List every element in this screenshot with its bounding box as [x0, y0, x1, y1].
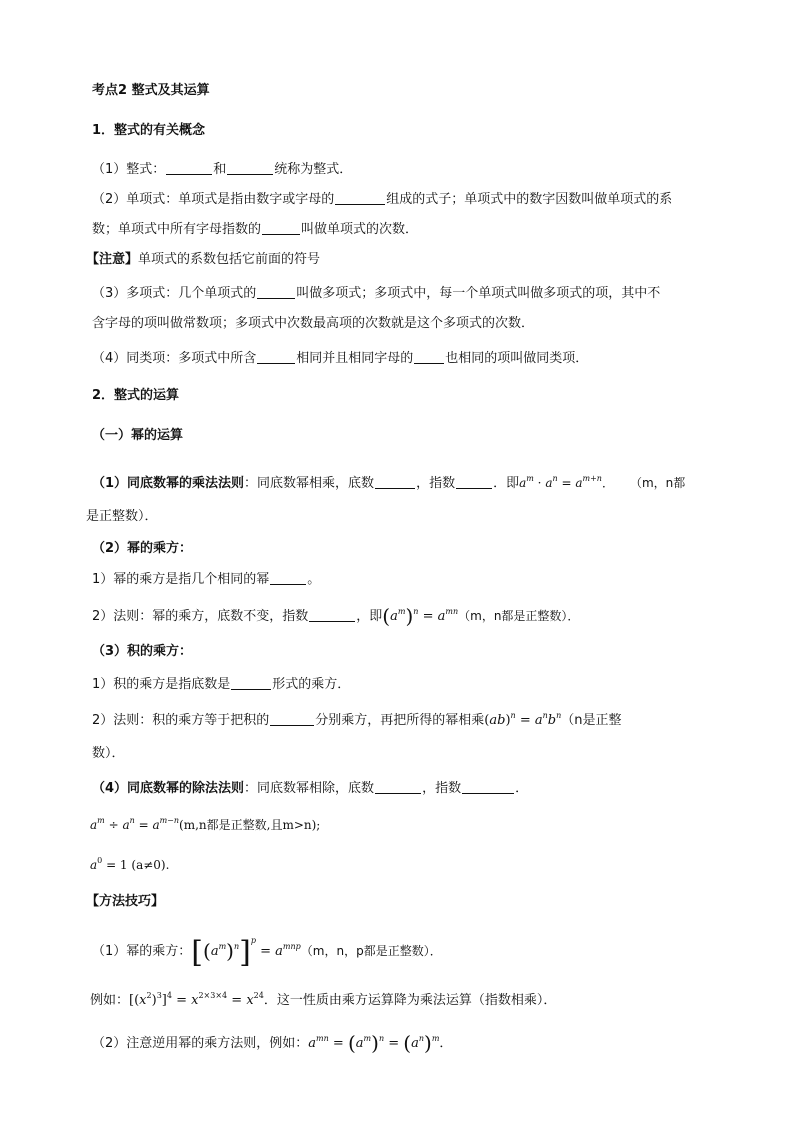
- note-label: 【注意】: [86, 252, 139, 267]
- tips-heading: 【方法技巧】: [86, 894, 165, 909]
- text: 例如：: [90, 993, 130, 1008]
- text: 相同并且相同字母的: [296, 351, 414, 366]
- line-power-of-product-law: [92, 712, 622, 730]
- line-monomial-degree: [92, 221, 418, 239]
- text: （n是正整: [561, 713, 622, 728]
- text: 叫做多项式；多项式中，每一个单项式叫做多项式的项，其中不: [296, 286, 661, 301]
- section-1-heading: 1．整式的有关概念: [92, 123, 206, 138]
- example-line: [90, 992, 556, 1010]
- line-power-of-power-def: [92, 571, 320, 589]
- fill-blank: [262, 221, 300, 235]
- text: (m,n都是正整数,且m>n);: [179, 818, 321, 832]
- zero-exponent-formula: $a^0 = 1$ (a≠0).: [90, 856, 170, 872]
- text: ，指数: [422, 781, 462, 796]
- text: 形式的乘方．: [272, 677, 351, 692]
- line-integral-expression: [92, 161, 352, 179]
- text: （1）整式：: [92, 162, 166, 177]
- line-cont: 数）．: [92, 746, 125, 761]
- line-polynomial-cont: 含字母的项叫做常数项；多项式中次数最高项的次数就是这个多项式的次数．: [92, 316, 535, 331]
- text: 数；单项式中所有字母指数的: [92, 222, 262, 237]
- text: 1）幂的乘方是指几个相同的幂: [92, 572, 270, 587]
- text: 2）法则：积的乘方等于把积的: [92, 713, 270, 728]
- formula: $a^{mn} = (a^m)^n = (a^n)^m$: [308, 1031, 440, 1055]
- text: 统称为整式．: [274, 162, 353, 177]
- formula: $a^m \cdot a^n = a^{m+n}$．: [519, 474, 614, 490]
- text: （4）同类项：多项式中所含: [92, 351, 257, 366]
- text: ：同底数幂相除，底数: [244, 781, 375, 796]
- rule-same-base-division: [92, 780, 528, 798]
- rule-power-of-product-label: （3）积的乘方：: [92, 644, 193, 659]
- fill-blank: [270, 712, 314, 726]
- fill-blank: [166, 161, 212, 175]
- formula: $[(x^2)^3]^4 = x^{2\times 3\times 4} = x^{24}$: [129, 991, 264, 1008]
- formula: $(ab)^n = a^nb^n$: [484, 711, 562, 728]
- text: 叫做单项式的次数．: [301, 222, 419, 237]
- subsection-power-operations: （一）幂的运算: [92, 428, 184, 443]
- text: ，指数: [416, 476, 456, 491]
- text: 。: [307, 572, 321, 587]
- fill-blank: [227, 161, 273, 175]
- text: 也相同的项叫做同类项．: [445, 351, 589, 366]
- text: （2）注意逆用幂的乘方法则，例如：: [92, 1036, 309, 1051]
- tip-reverse-power-law: [92, 1031, 453, 1055]
- fill-blank: [257, 285, 295, 299]
- rule-label: （4）同底数幂的除法法则: [92, 781, 245, 796]
- page-title: 考点2 整式及其运算: [92, 83, 210, 98]
- formula: $(a^m)^n = a^{mn}$: [382, 604, 459, 628]
- text: （m，n都: [629, 476, 686, 490]
- note-text: 单项式的系数包括它前面的符号: [138, 252, 321, 267]
- division-formula: $a^m \div a^n = a^{m-n}(m,n$都是正整数,且m>n);: [90, 816, 321, 832]
- fill-blank: [375, 475, 415, 489]
- section-2-heading: 2．整式的运算: [92, 388, 180, 403]
- rule-power-of-power-label: （2）幂的乘方：: [92, 541, 193, 556]
- fill-blank: [257, 350, 295, 364]
- fill-blank: [375, 780, 421, 794]
- line-monomial: [92, 191, 672, 209]
- fill-blank: [456, 475, 492, 489]
- text: 分别乘方，再把所得的幂相乘: [315, 713, 485, 728]
- text: ，即: [356, 609, 383, 624]
- formula: $[(a^m)^n]^p = a^{mnp}$: [191, 935, 301, 970]
- text: 2）法则：幂的乘方，底数不变，指数: [92, 609, 309, 624]
- text: ．: [515, 781, 529, 796]
- fill-blank: [414, 350, 444, 364]
- rule-same-base-multiplication: [92, 474, 685, 493]
- text: 1）积的乘方是指底数是: [92, 677, 231, 692]
- tip-power-of-power: [92, 935, 442, 970]
- line-power-of-power-law: [92, 604, 580, 628]
- text: （m，n，p都是正整数）．: [300, 944, 442, 958]
- text: （m，n都是正整数）．: [458, 609, 580, 623]
- line-like-terms: [92, 350, 588, 368]
- line-polynomial: [92, 285, 660, 303]
- text: ．这一性质由乘方运算降为乘法运算（指数相乘）．: [263, 993, 557, 1008]
- note: [86, 251, 320, 269]
- fill-blank: [309, 608, 355, 622]
- text: （3）多项式：几个单项式的: [92, 286, 257, 301]
- text: 组成的式子；单项式中的数字因数叫做单项式的系: [386, 192, 673, 207]
- text: （2）单项式：单项式是指由数字或字母的: [92, 192, 335, 207]
- text: （1）幂的乘方：: [92, 944, 192, 959]
- rule-label: （1）同底数幂的乘法法则: [92, 476, 245, 491]
- fill-blank: [270, 571, 306, 585]
- text: ．即: [493, 476, 520, 491]
- fill-blank: [462, 780, 514, 794]
- text: (a≠0).: [131, 858, 170, 872]
- fill-blank: [335, 191, 385, 205]
- line-power-of-product-def: [92, 676, 350, 694]
- text: ：同底数幂相乘，底数: [244, 476, 375, 491]
- fill-blank: [231, 676, 271, 690]
- text: 和: [213, 162, 227, 177]
- rule-cont: 是正整数）．: [86, 509, 158, 524]
- text: ．: [439, 1036, 453, 1051]
